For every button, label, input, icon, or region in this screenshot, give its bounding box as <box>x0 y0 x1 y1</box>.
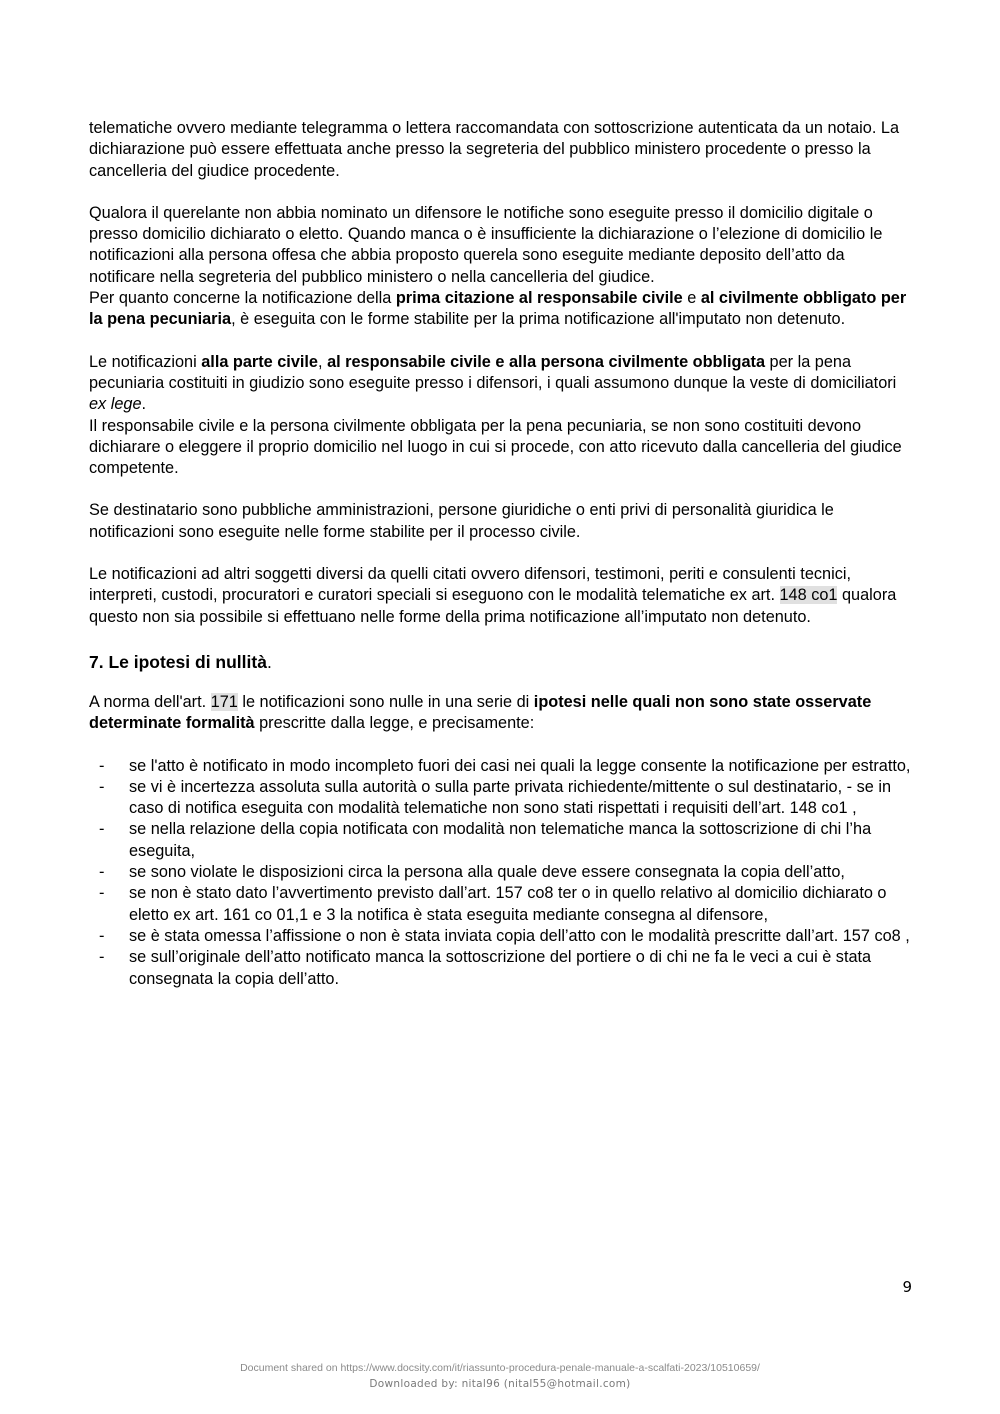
list-item <box>89 883 915 926</box>
bullet-dash: - <box>99 756 105 775</box>
list-item <box>89 947 915 990</box>
section-heading <box>89 650 915 674</box>
article-reference: 148 co1 <box>779 586 838 605</box>
page-number: 9 <box>902 1278 912 1296</box>
section-title-dot: . <box>266 651 272 672</box>
text-span: Per quanto concerne la notificazione della <box>89 289 396 308</box>
list-item <box>89 926 915 947</box>
list-item-text: se l'atto è notificato in modo incompleto fuori dei casi nei quali la legge consente la notificazione per estratto, <box>129 756 911 775</box>
text-span: Le notificazioni <box>89 352 202 371</box>
bullet-dash: - <box>99 948 105 967</box>
text-span: e <box>682 289 701 308</box>
paragraph: Qualora il querelante non abbia nominato un difensore le notifiche sono eseguite presso il domicilio digitale o presso domicilio dichiarato o eletto. Quando manca o è insufficiente la dichiarazione o l’elezione di domicilio le notificazioni alla persona offesa che abbia proposto querela sono eseguite mediante deposito dell’atto da notificare nella segreteria del pubblico ministero o nella cancelleria del giudice. <box>89 203 883 286</box>
footer-downloaded-by: Downloaded by: nital96 (nital55@hotmail.com) <box>369 1378 631 1390</box>
paragraph: telematiche ovvero mediante telegramma o lettera raccomandata con sottoscrizione autenticata da un notaio. La dichiarazione può essere effettuata anche presso la segreteria del pubblico ministero procedente o presso la cancelleria del giudice procedente. <box>89 119 900 180</box>
italic-span: ex lege <box>89 395 142 414</box>
list-item <box>89 862 915 883</box>
text-span: A norma dell'art. <box>89 692 211 711</box>
bold-span: ipotesi nelle quali non sono state osservate determinate formalità <box>89 692 872 733</box>
text-span: . <box>141 395 147 414</box>
text-span: qualora questo non sia possibile si effettuano nelle forme della prima notificazione all’imputato non detenuto. <box>89 586 897 626</box>
text-span: Le notificazioni ad altri soggetti diversi da quelli citati ovvero difensori, testimoni, periti e consulenti tecnici, interpreti, custodi, procuratori e curatori speciali si eseguono con le modalità telematiche ex art. <box>89 565 851 605</box>
list-item-text: se sono violate le disposizioni circa la persona alla quale deve essere consegnata la copia dell’atto, <box>129 863 845 882</box>
list-item-text: se vi è incertezza assoluta sulla autorità o sulla parte privata richiedente/mittente o sul destinatario, - se in caso di notifica eseguita con modalità telematiche non sono stati rispettati i requisiti dell’art. 148 co1 , <box>129 777 891 818</box>
nullity-list <box>89 756 915 990</box>
text-span: prescritte dalla legge, e precisamente: <box>254 714 535 733</box>
bold-span: prima citazione al responsabile civile <box>395 289 683 308</box>
bullet-dash: - <box>99 777 105 796</box>
bullet-dash: - <box>99 884 105 903</box>
bold-span: alla parte civile <box>201 352 318 371</box>
list-item-text: se non è stato dato l’avvertimento previsto dall’art. 157 co8 ter o in quello relativo al domicilio dichiarato o eletto ex art. 161 co 01,1 e 3 la notifica è stata eseguita mediante consegna al difensore, <box>129 884 887 924</box>
bullet-dash: - <box>99 820 105 839</box>
list-item <box>89 756 915 777</box>
document-body <box>89 118 915 990</box>
list-item-text: se nella relazione della copia notificata con modalità non telematiche manca la sottoscrizione di chi l’ha eseguita, <box>129 820 872 860</box>
list-item-text: se sull’originale dell’atto notificato manca la sottoscrizione del portiere o di chi ne fa le veci a cui è stata consegnata la copia dell’atto. <box>129 948 872 988</box>
list-item <box>89 777 915 820</box>
paragraph <box>89 352 915 416</box>
bold-span: al civilmente obbligato per la pena pecuniaria <box>89 289 907 329</box>
article-reference: 171 <box>210 692 238 711</box>
paragraph: Se destinatario sono pubbliche amministrazioni, persone giuridiche o enti privi di personalità giuridica le notificazioni sono eseguite nelle forme stabilite per il processo civile. <box>89 501 834 541</box>
list-item-text: se è stata omessa l’affissione o non è stata inviata copia dell’atto con le modalità prescritte dall’art. 157 co8 , <box>129 926 910 945</box>
section-title-text: 7. Le ipotesi di nullità <box>89 651 267 672</box>
bold-span: al responsabile civile e alla persona civilmente obbligata <box>327 352 766 371</box>
text-span: , <box>318 352 328 371</box>
paragraph <box>89 288 915 331</box>
paragraph <box>89 692 915 735</box>
footer-shared-link[interactable]: Document shared on https://www.docsity.com/it/riassunto-procedura-penale-manuale-a-scalfati-2023/10510659/ <box>240 1362 760 1374</box>
text-span: le notificazioni sono nulle in una serie di <box>237 692 534 711</box>
text-span: , è eseguita con le forme stabilite per la prima notificazione all'imputato non detenuto. <box>231 310 846 329</box>
list-item <box>89 819 915 862</box>
bullet-dash: - <box>99 863 105 882</box>
paragraph <box>89 564 915 628</box>
text-span: per la pena pecuniaria costituiti in giudizio sono eseguite presso i difensori, i quali assumono dunque la veste di domiciliatori <box>89 352 897 392</box>
bullet-dash: - <box>99 926 105 945</box>
paragraph: Il responsabile civile e la persona civilmente obbligata per la pena pecuniaria, se non sono costituiti devono dichiarare o eleggere il proprio domicilio nel luogo in cui si procede, con atto ricevuto dalla cancelleria del giudice competente. <box>89 416 902 478</box>
